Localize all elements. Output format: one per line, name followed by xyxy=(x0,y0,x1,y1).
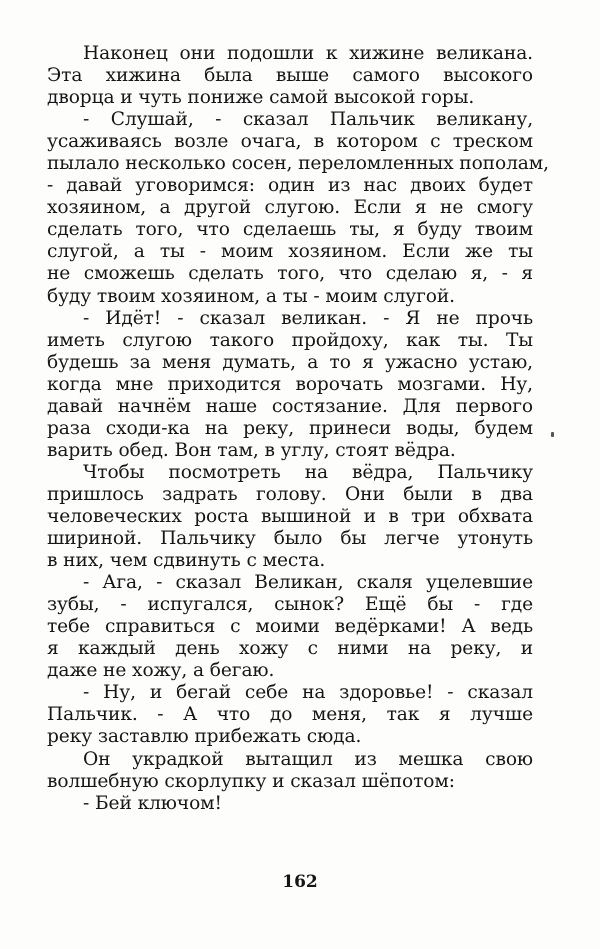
text-line: пылало несколько сосен, переломленных пополам, xyxy=(47,153,549,175)
text-line: усаживаясь возле очага, в котором с треском xyxy=(47,131,533,153)
text-line: даже не хожу, а бегаю. xyxy=(47,660,275,682)
text-line: - давай уговоримся: один из нас двоих будет xyxy=(47,175,533,197)
text-line: - Ага, - сказал Великан, скаля уцелевшие xyxy=(83,572,533,594)
text-line: буду твоим хозяином, а ты - моим слугой. xyxy=(47,285,455,307)
text-line: шириной. Пальчику было бы легче утонуть xyxy=(47,528,533,550)
text-line: я каждый день хожу с ними на реку, и xyxy=(47,638,533,660)
text-line: сделать того, что сделаешь ты, я буду твоим xyxy=(47,219,533,241)
text-line: - Ну, и бегай себе на здоровье! - сказал xyxy=(83,682,533,704)
text-line: реку заставлю прибежать сюда. xyxy=(47,726,362,748)
text-line: в них, чем сдвинуть с места. xyxy=(47,550,326,572)
text-line: не сможешь сделать того, что сделаю я, - я xyxy=(47,263,533,285)
text-line: - Слушай, - сказал Пальчик великану, xyxy=(83,109,533,131)
text-line: слугой, а ты - моим хозяином. Если же ты xyxy=(47,241,533,263)
text-line: хозяином, а другой слугою. Если я не смогу xyxy=(47,197,533,219)
text-line: давай начнём наше состязание. Для первого xyxy=(47,395,533,417)
text-line: Он украдкой вытащил из мешка свою xyxy=(83,748,533,770)
text-line: зубы, - испугался, сынок? Ещё бы - где xyxy=(47,594,533,616)
body-text xyxy=(47,43,549,815)
text-line: дворца и чуть пониже самой высокой горы. xyxy=(47,87,475,109)
text-line: Наконец они подошли к хижине великана. xyxy=(83,43,533,64)
text-line: когда мне приходится ворочать мозгами. Ну, xyxy=(47,373,533,395)
scan-speck xyxy=(551,432,554,437)
text-line: будешь за меня думать, а то я ужасно устаю, xyxy=(47,351,533,373)
text-line: - Бей ключом! xyxy=(83,792,222,814)
text-line: Чтобы посмотреть на вёдра, Пальчику xyxy=(83,461,533,483)
text-line: варить обед. Вон там, в углу, стоят вёдра. xyxy=(47,439,456,461)
text-line: волшебную скорлупку и сказал шёпотом: xyxy=(47,770,455,792)
text-line: тебе справиться с моими ведёрками! А ведь xyxy=(47,616,533,638)
text-line: иметь слугою такого пройдоху, как ты. Ты xyxy=(47,329,533,351)
text-line: - Идёт! - сказал великан. - Я не прочь xyxy=(83,307,533,329)
text-line: человеческих роста вышиной и в три обхвата xyxy=(47,505,533,527)
text-line: раза сходи-ка на реку, принеси воды, будем xyxy=(47,417,533,439)
page-number: 162 xyxy=(282,872,318,892)
text-line: Эта хижина была выше самого высокого xyxy=(47,65,533,87)
text-line: пришлось задрать голову. Они были в два xyxy=(47,483,533,505)
text-line: Пальчик. - А что до меня, так я лучше xyxy=(47,704,533,726)
